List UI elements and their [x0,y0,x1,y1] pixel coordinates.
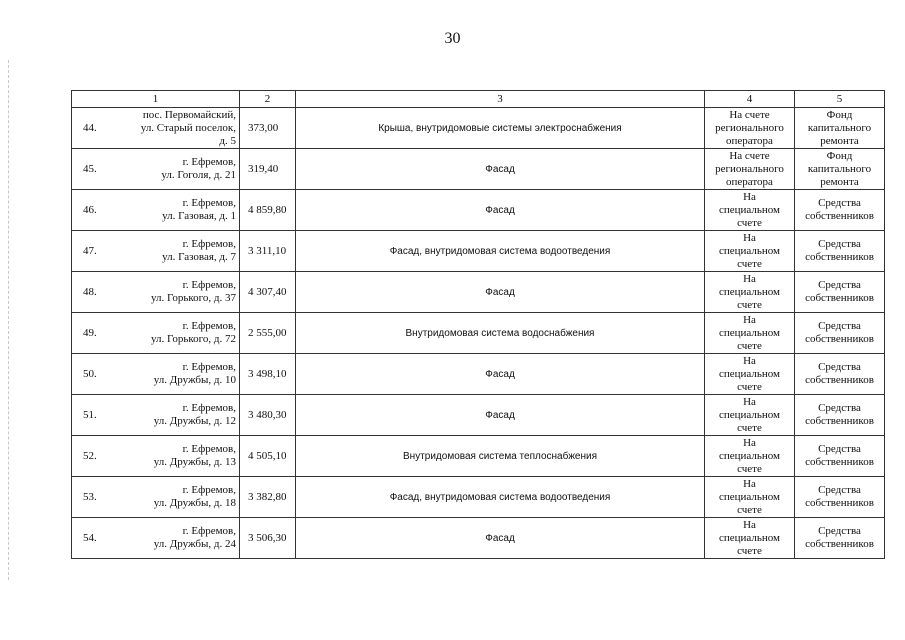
address [119,197,236,223]
funding-line-1: Средства [818,197,861,209]
funding-line-2: собственников [805,251,874,263]
funding-source-cell [795,436,885,477]
funding-line-2: собственников [805,456,874,468]
table-row [72,272,885,313]
row-number: 48. [83,285,97,298]
address-line-3: д. 5 [219,134,236,147]
account-cell [705,436,795,477]
area-cell: 4 505,10 [240,436,296,477]
account-line-2: специальном [718,449,781,462]
funding-line-2: собственников [805,292,874,304]
account-line-3: счете [737,544,762,557]
address-line-2: ул. Дружбы, д. 18 [153,497,236,509]
address-line-1: пос. Первомайский, [142,108,236,121]
table-row [72,436,885,477]
account-line-2: регионального [715,162,784,175]
address-cell [72,231,240,272]
account-line-3: счете [737,339,762,352]
row-number: 50. [83,367,97,380]
funding-line-1: Средства [818,484,861,496]
funding-line-1: Фонд [826,149,853,162]
address-line-2: ул. Горького, д. 72 [150,333,236,345]
address-line-2: ул. Горького, д. 37 [150,292,236,304]
funding-line-1: Средства [818,402,861,414]
work-type-cell: Фасад [296,190,705,231]
address-line-1: г. Ефремов, [182,525,236,537]
account-line-1: На [743,231,756,244]
account-line-2: специальном [718,326,781,339]
row-number: 46. [83,203,97,216]
area-cell: 4 859,80 [240,190,296,231]
address-cell [72,190,240,231]
work-type-cell: Фасад [296,354,705,395]
work-type-cell: Фасад [296,395,705,436]
header-col-5: 5 [795,91,885,108]
funding-source-cell [795,190,885,231]
area-cell: 3 382,80 [240,477,296,518]
account-line-3: счете [737,216,762,229]
funding-line-2: собственников [805,210,874,222]
row-number: 47. [83,244,97,257]
address-cell [72,436,240,477]
address-line-1: г. Ефремов, [182,279,236,291]
address-cell [72,477,240,518]
account-line-3: счете [737,421,762,434]
address-cell [72,354,240,395]
funding-source-cell [795,108,885,149]
address-line-2: ул. Гоголя, д. 21 [161,169,236,181]
funding-line-1: Фонд [826,108,853,121]
funding-line-1: Средства [818,238,861,250]
account-line-1: На [743,395,756,408]
funding-line-2: собственников [805,415,874,427]
account-cell [705,108,795,149]
row-number: 53. [83,490,97,503]
area-cell: 3 498,10 [240,354,296,395]
address-cell [72,149,240,190]
account-line-2: специальном [718,531,781,544]
address [119,443,236,469]
row-number: 54. [83,531,97,544]
table-row [72,231,885,272]
work-type-cell: Внутридомовая система теплоснабжения [296,436,705,477]
account-line-2: специальном [718,367,781,380]
row-number: 45. [83,162,97,175]
funding-line-1: Средства [818,443,861,455]
address-line-2: ул. Старый поселок, [140,121,236,134]
work-type-cell: Фасад [296,149,705,190]
area-cell: 3 506,30 [240,518,296,559]
account-line-3: счете [737,462,762,475]
address-line-2: ул. Дружбы, д. 12 [153,415,236,427]
account-line-1: На [743,354,756,367]
account-line-1: На [743,313,756,326]
row-number: 49. [83,326,97,339]
account-cell [705,518,795,559]
account-line-3: счете [737,257,762,270]
funding-line-2: собственников [805,538,874,550]
work-type-cell: Крыша, внутридомовые системы электроснабжения [296,108,705,149]
address-line-1: г. Ефремов, [182,320,236,332]
funding-line-2: собственников [805,374,874,386]
work-type-cell: Фасад [296,518,705,559]
funding-source-cell [795,518,885,559]
account-line-2: специальном [718,490,781,503]
account-line-2: регионального [715,121,784,134]
funding-source-cell [795,272,885,313]
funding-source-cell [795,395,885,436]
address-line-1: г. Ефремов, [182,197,236,209]
account-cell [705,313,795,354]
account-cell [705,477,795,518]
account-cell [705,190,795,231]
account-cell [705,395,795,436]
funding-line-1: Средства [818,320,861,332]
funding-source-cell [795,354,885,395]
account-line-3: счете [737,380,762,393]
work-type-cell: Внутридомовая система водоснабжения [296,313,705,354]
row-number: 44. [83,121,97,134]
account-cell [705,354,795,395]
account-cell [705,272,795,313]
funding-source-cell [795,231,885,272]
table-row [72,477,885,518]
repair-program-table [71,90,885,559]
address-line-2: ул. Дружбы, д. 24 [153,538,236,550]
funding-line-2: собственников [805,497,874,509]
area-cell: 3 311,10 [240,231,296,272]
address-line-2: ул. Газовая, д. 7 [162,251,236,263]
area-cell: 319,40 [240,149,296,190]
address [119,279,236,305]
header-col-3: 3 [296,91,705,108]
work-type-cell: Фасад [296,272,705,313]
address-cell [72,395,240,436]
account-line-1: На [743,436,756,449]
address-cell [72,518,240,559]
account-line-3: оператора [726,134,773,147]
account-line-3: счете [737,503,762,516]
funding-line-2: капитального [807,162,872,175]
address-line-2: ул. Дружбы, д. 10 [153,374,236,386]
address-line-1: г. Ефремов, [182,402,236,414]
table-row [72,149,885,190]
address [119,402,236,428]
funding-source-cell [795,477,885,518]
header-col-2: 2 [240,91,296,108]
funding-line-1: Средства [818,361,861,373]
account-line-2: специальном [718,203,781,216]
address [119,361,236,387]
address [119,320,236,346]
area-cell: 373,00 [240,108,296,149]
area-cell: 4 307,40 [240,272,296,313]
table-row [72,395,885,436]
account-line-2: специальном [718,285,781,298]
table-row [72,108,885,149]
account-line-3: счете [737,298,762,311]
account-line-2: специальном [718,408,781,421]
page-number: 30 [444,30,461,47]
area-cell: 2 555,00 [240,313,296,354]
work-type-cell: Фасад, внутридомовая система водоотведения [296,477,705,518]
funding-source-cell [795,313,885,354]
address [119,109,236,148]
header-col-4: 4 [705,91,795,108]
address [119,525,236,551]
account-line-1: На [743,518,756,531]
scan-margin-line [8,60,10,580]
address-line-1: г. Ефремов, [182,156,236,168]
account-line-2: специальном [718,244,781,257]
account-cell [705,231,795,272]
account-line-1: На счете [729,149,770,162]
address-cell [72,108,240,149]
table-row [72,354,885,395]
table-row [72,313,885,354]
area-cell: 3 480,30 [240,395,296,436]
funding-line-2: собственников [805,333,874,345]
row-number: 51. [83,408,97,421]
row-number: 52. [83,449,97,462]
address-line-1: г. Ефремов, [182,361,236,373]
table-row [72,190,885,231]
address [119,238,236,264]
work-type-cell: Фасад, внутридомовая система водоотведения [296,231,705,272]
account-cell [705,149,795,190]
address-cell [72,313,240,354]
funding-source-cell [795,149,885,190]
table-header-row [72,91,885,108]
header-col-1: 1 [72,91,240,108]
account-line-1: На [743,477,756,490]
address-line-1: г. Ефремов, [182,238,236,250]
account-line-1: На [743,190,756,203]
account-line-1: На счете [729,108,770,121]
address-line-1: г. Ефремов, [182,484,236,496]
account-line-1: На [743,272,756,285]
funding-line-3: ремонта [820,175,859,188]
table-body [72,108,885,559]
funding-line-1: Средства [818,279,861,291]
funding-line-3: ремонта [820,134,859,147]
address-line-2: ул. Газовая, д. 1 [162,210,236,222]
account-line-3: оператора [726,175,773,188]
address-cell [72,272,240,313]
funding-line-2: капитального [807,121,872,134]
funding-line-1: Средства [818,525,861,537]
table-row [72,518,885,559]
address [119,156,236,182]
address-line-2: ул. Дружбы, д. 13 [153,456,236,468]
address [119,484,236,510]
address-line-1: г. Ефремов, [182,443,236,455]
